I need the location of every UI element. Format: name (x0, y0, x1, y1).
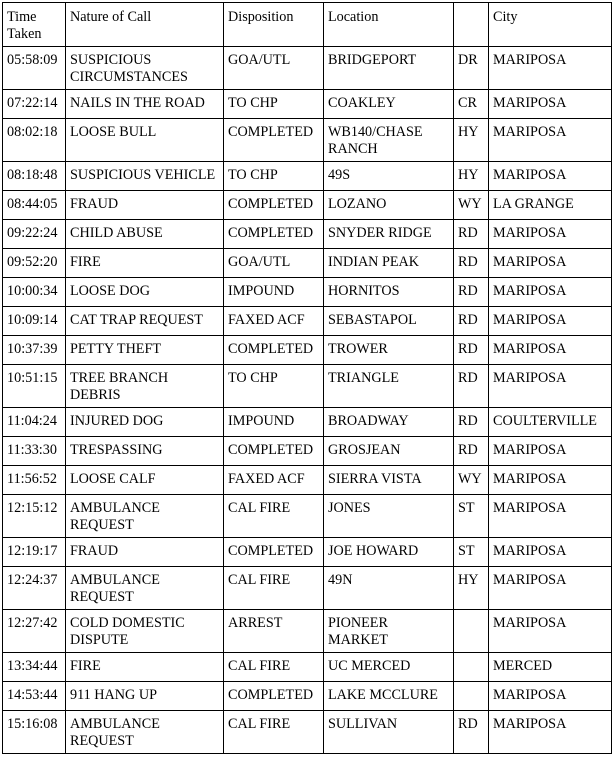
cell-location: LOZANO (324, 191, 454, 220)
cell-city: MARIPOSA (489, 249, 612, 278)
table-row (3, 336, 612, 365)
cell-city: COULTERVILLE (489, 408, 612, 437)
cell-nature-of-call: CAT TRAP REQUEST (66, 307, 224, 336)
table-row (3, 495, 612, 538)
cell-disposition: COMPLETED (224, 437, 324, 466)
cell-nature-of-call: SUSPICIOUS CIRCUMSTANCES (66, 47, 224, 90)
cell-disposition: GOA/UTL (224, 47, 324, 90)
cell-time-taken: 12:15:12 (3, 495, 66, 538)
header-disposition: Disposition (224, 3, 324, 47)
header-nature-of-call: Nature of Call (66, 3, 224, 47)
cell-location: INDIAN PEAK (324, 249, 454, 278)
cell-nature-of-call: CHILD ABUSE (66, 220, 224, 249)
cell-city: MARIPOSA (489, 278, 612, 307)
cell-disposition: COMPLETED (224, 538, 324, 567)
cell-time-taken: 11:04:24 (3, 408, 66, 437)
header-street-suffix (454, 3, 489, 47)
table-row (3, 307, 612, 336)
cell-disposition: CAL FIRE (224, 495, 324, 538)
cell-nature-of-call: LOOSE BULL (66, 119, 224, 162)
cell-disposition: FAXED ACF (224, 307, 324, 336)
cell-disposition: TO CHP (224, 162, 324, 191)
cell-city: MARIPOSA (489, 610, 612, 653)
table-row (3, 162, 612, 191)
cell-disposition: IMPOUND (224, 278, 324, 307)
cell-nature-of-call: LOOSE DOG (66, 278, 224, 307)
cell-time-taken: 08:18:48 (3, 162, 66, 191)
header-time-taken: Time Taken (3, 3, 66, 47)
cell-street-suffix (454, 610, 489, 653)
table-row (3, 538, 612, 567)
cell-street-suffix: HY (454, 162, 489, 191)
table-row (3, 47, 612, 90)
cell-location: 49N (324, 567, 454, 610)
table-row (3, 119, 612, 162)
cell-street-suffix: RD (454, 437, 489, 466)
cell-nature-of-call: SUSPICIOUS VEHICLE (66, 162, 224, 191)
cell-city: MARIPOSA (489, 220, 612, 249)
cell-street-suffix: RD (454, 307, 489, 336)
cell-nature-of-call: LOOSE CALF (66, 466, 224, 495)
cell-time-taken: 08:02:18 (3, 119, 66, 162)
cell-location: BRIDGEPORT (324, 47, 454, 90)
table-row (3, 437, 612, 466)
table-row (3, 466, 612, 495)
cell-location: 49S (324, 162, 454, 191)
cell-disposition: TO CHP (224, 365, 324, 408)
cell-time-taken: 11:56:52 (3, 466, 66, 495)
header-location: Location (324, 3, 454, 47)
cell-city: MARIPOSA (489, 90, 612, 119)
table-row (3, 711, 612, 754)
cell-disposition: CAL FIRE (224, 567, 324, 610)
cell-city: MARIPOSA (489, 495, 612, 538)
cell-street-suffix: ST (454, 495, 489, 538)
table-row (3, 191, 612, 220)
cell-time-taken: 09:22:24 (3, 220, 66, 249)
cell-time-taken: 05:58:09 (3, 47, 66, 90)
table-row (3, 278, 612, 307)
cell-time-taken: 11:33:30 (3, 437, 66, 466)
cell-city: MARIPOSA (489, 336, 612, 365)
cell-disposition: CAL FIRE (224, 711, 324, 754)
cell-nature-of-call: AMBULANCE REQUEST (66, 567, 224, 610)
cell-street-suffix: WY (454, 191, 489, 220)
cell-nature-of-call: AMBULANCE REQUEST (66, 711, 224, 754)
cell-nature-of-call: FRAUD (66, 191, 224, 220)
cell-street-suffix: WY (454, 466, 489, 495)
cell-disposition: FAXED ACF (224, 466, 324, 495)
cell-city: MARIPOSA (489, 538, 612, 567)
cell-street-suffix: ST (454, 538, 489, 567)
cell-street-suffix: HY (454, 567, 489, 610)
cell-street-suffix: RD (454, 365, 489, 408)
cell-nature-of-call: FIRE (66, 249, 224, 278)
cell-location: JOE HOWARD (324, 538, 454, 567)
cell-nature-of-call: TREE BRANCH DEBRIS (66, 365, 224, 408)
cell-street-suffix: RD (454, 278, 489, 307)
cell-nature-of-call: COLD DOMESTIC DISPUTE (66, 610, 224, 653)
table-row (3, 567, 612, 610)
cell-disposition: ARREST (224, 610, 324, 653)
cell-street-suffix: RD (454, 220, 489, 249)
cell-disposition: COMPLETED (224, 119, 324, 162)
table-header-row (3, 3, 612, 47)
cell-nature-of-call: NAILS IN THE ROAD (66, 90, 224, 119)
cell-disposition: COMPLETED (224, 682, 324, 711)
cell-street-suffix: RD (454, 408, 489, 437)
cell-disposition: COMPLETED (224, 220, 324, 249)
cell-nature-of-call: 911 HANG UP (66, 682, 224, 711)
cell-disposition: IMPOUND (224, 408, 324, 437)
cell-disposition: COMPLETED (224, 336, 324, 365)
cell-location: LAKE MCCLURE (324, 682, 454, 711)
cell-time-taken: 12:27:42 (3, 610, 66, 653)
cell-nature-of-call: INJURED DOG (66, 408, 224, 437)
cell-city: MARIPOSA (489, 567, 612, 610)
cell-city: MARIPOSA (489, 162, 612, 191)
header-city: City (489, 3, 612, 47)
table-row (3, 610, 612, 653)
cell-street-suffix: DR (454, 47, 489, 90)
cell-location: GROSJEAN (324, 437, 454, 466)
cell-nature-of-call: TRESPASSING (66, 437, 224, 466)
table-row (3, 653, 612, 682)
cell-time-taken: 09:52:20 (3, 249, 66, 278)
cell-time-taken: 10:51:15 (3, 365, 66, 408)
cell-street-suffix: RD (454, 336, 489, 365)
cell-city: MARIPOSA (489, 119, 612, 162)
cell-street-suffix: RD (454, 249, 489, 278)
table-row (3, 682, 612, 711)
cell-city: MERCED (489, 653, 612, 682)
cell-disposition: CAL FIRE (224, 653, 324, 682)
cell-city: MARIPOSA (489, 47, 612, 90)
cell-disposition: COMPLETED (224, 191, 324, 220)
cell-street-suffix (454, 682, 489, 711)
cell-location: BROADWAY (324, 408, 454, 437)
cell-time-taken: 08:44:05 (3, 191, 66, 220)
cell-disposition: GOA/UTL (224, 249, 324, 278)
cell-nature-of-call: FRAUD (66, 538, 224, 567)
cell-city: MARIPOSA (489, 365, 612, 408)
cell-street-suffix: HY (454, 119, 489, 162)
table-row (3, 90, 612, 119)
cell-city: LA GRANGE (489, 191, 612, 220)
cell-location: WB140/CHASE RANCH (324, 119, 454, 162)
cell-street-suffix (454, 653, 489, 682)
cell-city: MARIPOSA (489, 711, 612, 754)
cell-location: SULLIVAN (324, 711, 454, 754)
cell-nature-of-call: PETTY THEFT (66, 336, 224, 365)
cell-nature-of-call: AMBULANCE REQUEST (66, 495, 224, 538)
cell-street-suffix: RD (454, 711, 489, 754)
table-row (3, 220, 612, 249)
cell-location: PIONEER MARKET (324, 610, 454, 653)
cell-time-taken: 10:00:34 (3, 278, 66, 307)
cell-location: TRIANGLE (324, 365, 454, 408)
cell-location: SIERRA VISTA (324, 466, 454, 495)
cell-location: SEBASTAPOL (324, 307, 454, 336)
cell-time-taken: 14:53:44 (3, 682, 66, 711)
cell-time-taken: 12:24:37 (3, 567, 66, 610)
cell-time-taken: 10:37:39 (3, 336, 66, 365)
cell-time-taken: 07:22:14 (3, 90, 66, 119)
cell-disposition: TO CHP (224, 90, 324, 119)
cell-time-taken: 15:16:08 (3, 711, 66, 754)
table-row (3, 249, 612, 278)
cell-city: MARIPOSA (489, 307, 612, 336)
cell-time-taken: 12:19:17 (3, 538, 66, 567)
cell-time-taken: 10:09:14 (3, 307, 66, 336)
cell-location: JONES (324, 495, 454, 538)
cell-city: MARIPOSA (489, 466, 612, 495)
cell-city: MARIPOSA (489, 437, 612, 466)
cell-nature-of-call: FIRE (66, 653, 224, 682)
cell-city: MARIPOSA (489, 682, 612, 711)
cell-street-suffix: CR (454, 90, 489, 119)
table-row (3, 365, 612, 408)
cell-location: SNYDER RIDGE (324, 220, 454, 249)
cell-location: UC MERCED (324, 653, 454, 682)
table-row (3, 408, 612, 437)
cell-location: COAKLEY (324, 90, 454, 119)
call-log-table (2, 2, 612, 754)
cell-location: TROWER (324, 336, 454, 365)
cell-time-taken: 13:34:44 (3, 653, 66, 682)
cell-location: HORNITOS (324, 278, 454, 307)
table-body (3, 47, 612, 754)
